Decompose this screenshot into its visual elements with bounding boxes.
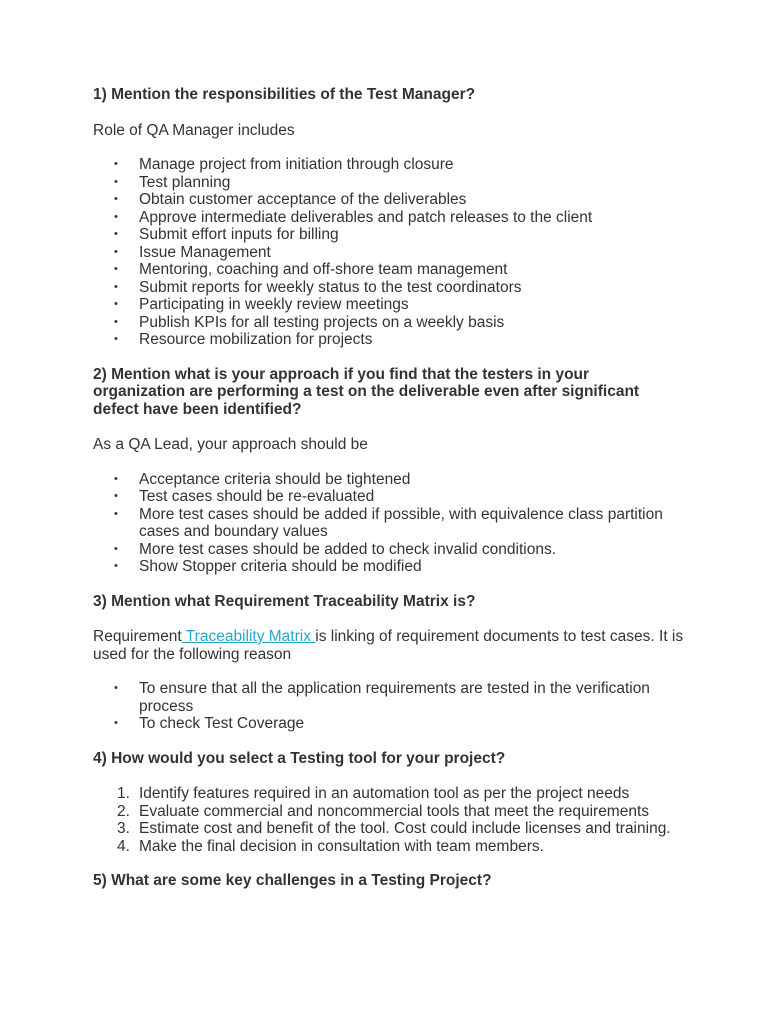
question-2-heading-line-1: 2) Mention what is your approach if you find that the testers in your xyxy=(93,365,590,383)
list-item: • Submit reports for weekly status to the test coordinators xyxy=(93,279,688,297)
list-item: • Obtain customer acceptance of the deliverables xyxy=(93,191,688,209)
question-1-intro: Role of QA Manager includes xyxy=(93,121,295,139)
question-5-heading: 5) What are some key challenges in a Testing Project? xyxy=(93,872,492,889)
list-item: • Test cases should be re-evaluated xyxy=(93,488,688,506)
question-4-heading: 4) How would you select a Testing tool for your project? xyxy=(93,749,506,767)
list-item: • To ensure that all the application requirements are tested in the verification process xyxy=(93,680,688,715)
question-2-heading xyxy=(93,366,688,419)
list-item: • More test cases should be added if possible, with equivalence class partition cases and boundary values xyxy=(93,506,688,541)
list-item: • Mentoring, coaching and off-shore team management xyxy=(93,261,688,279)
question-3-heading: 3) Mention what Requirement Traceability Matrix is? xyxy=(93,592,476,610)
traceability-matrix-link[interactable]: Traceability Matrix xyxy=(181,628,316,645)
list-item-text: Evaluate commercial and noncommercial tools that meet the requirements xyxy=(139,802,650,820)
list-item-text: Identify features required in an automation tool as per the project needs xyxy=(139,785,630,802)
list-item: • Submit effort inputs for billing xyxy=(93,226,688,244)
question-2-heading-line-2: organization are performing a test on the deliverable even after significant xyxy=(93,383,640,400)
question-3-intro-suffix: is linking of requirement documents to test cases. It is used for the following reason xyxy=(93,628,684,663)
question-1-list xyxy=(93,156,688,349)
list-number: 4. xyxy=(117,837,130,855)
list-item xyxy=(93,785,688,803)
list-number: 3. xyxy=(117,820,130,837)
question-4-list xyxy=(93,785,688,855)
list-item xyxy=(93,803,688,821)
list-item: • Test planning xyxy=(93,174,688,192)
question-3-intro-prefix: Requirement xyxy=(93,628,182,645)
question-2-intro: As a QA Lead, your approach should be xyxy=(93,436,368,453)
list-item: • Participating in weekly review meetings xyxy=(93,296,688,314)
question-1-heading: 1) Mention the responsibilities of the Test Manager? xyxy=(93,86,476,103)
list-item-text: Make the final decision in consultation with team members. xyxy=(139,837,544,855)
list-item: • Acceptance criteria should be tightened xyxy=(93,471,688,489)
list-item xyxy=(93,820,688,838)
list-item: • Approve intermediate deliverables and patch releases to the client xyxy=(93,209,688,227)
list-item: • Issue Management xyxy=(93,244,688,262)
list-item: • Publish KPIs for all testing projects on a weekly basis xyxy=(93,314,688,332)
list-item: • Resource mobilization for projects xyxy=(93,331,688,349)
list-number: 2. xyxy=(117,802,130,820)
list-item: • Show Stopper criteria should be modified xyxy=(93,558,688,576)
list-item xyxy=(93,838,688,856)
list-number: 1. xyxy=(117,785,130,802)
question-3-list xyxy=(93,680,688,733)
list-item: • More test cases should be added to check invalid conditions. xyxy=(93,541,688,559)
question-2-list xyxy=(93,471,688,576)
question-2-heading-line-3: defect have been identified? xyxy=(93,400,302,418)
list-item: • To check Test Coverage xyxy=(93,715,688,733)
question-3-intro xyxy=(93,628,688,663)
list-item: • Manage project from initiation through closure xyxy=(93,156,688,174)
document-page xyxy=(93,86,688,890)
list-item-text: Estimate cost and benefit of the tool. Cost could include licenses and training. xyxy=(139,820,671,837)
